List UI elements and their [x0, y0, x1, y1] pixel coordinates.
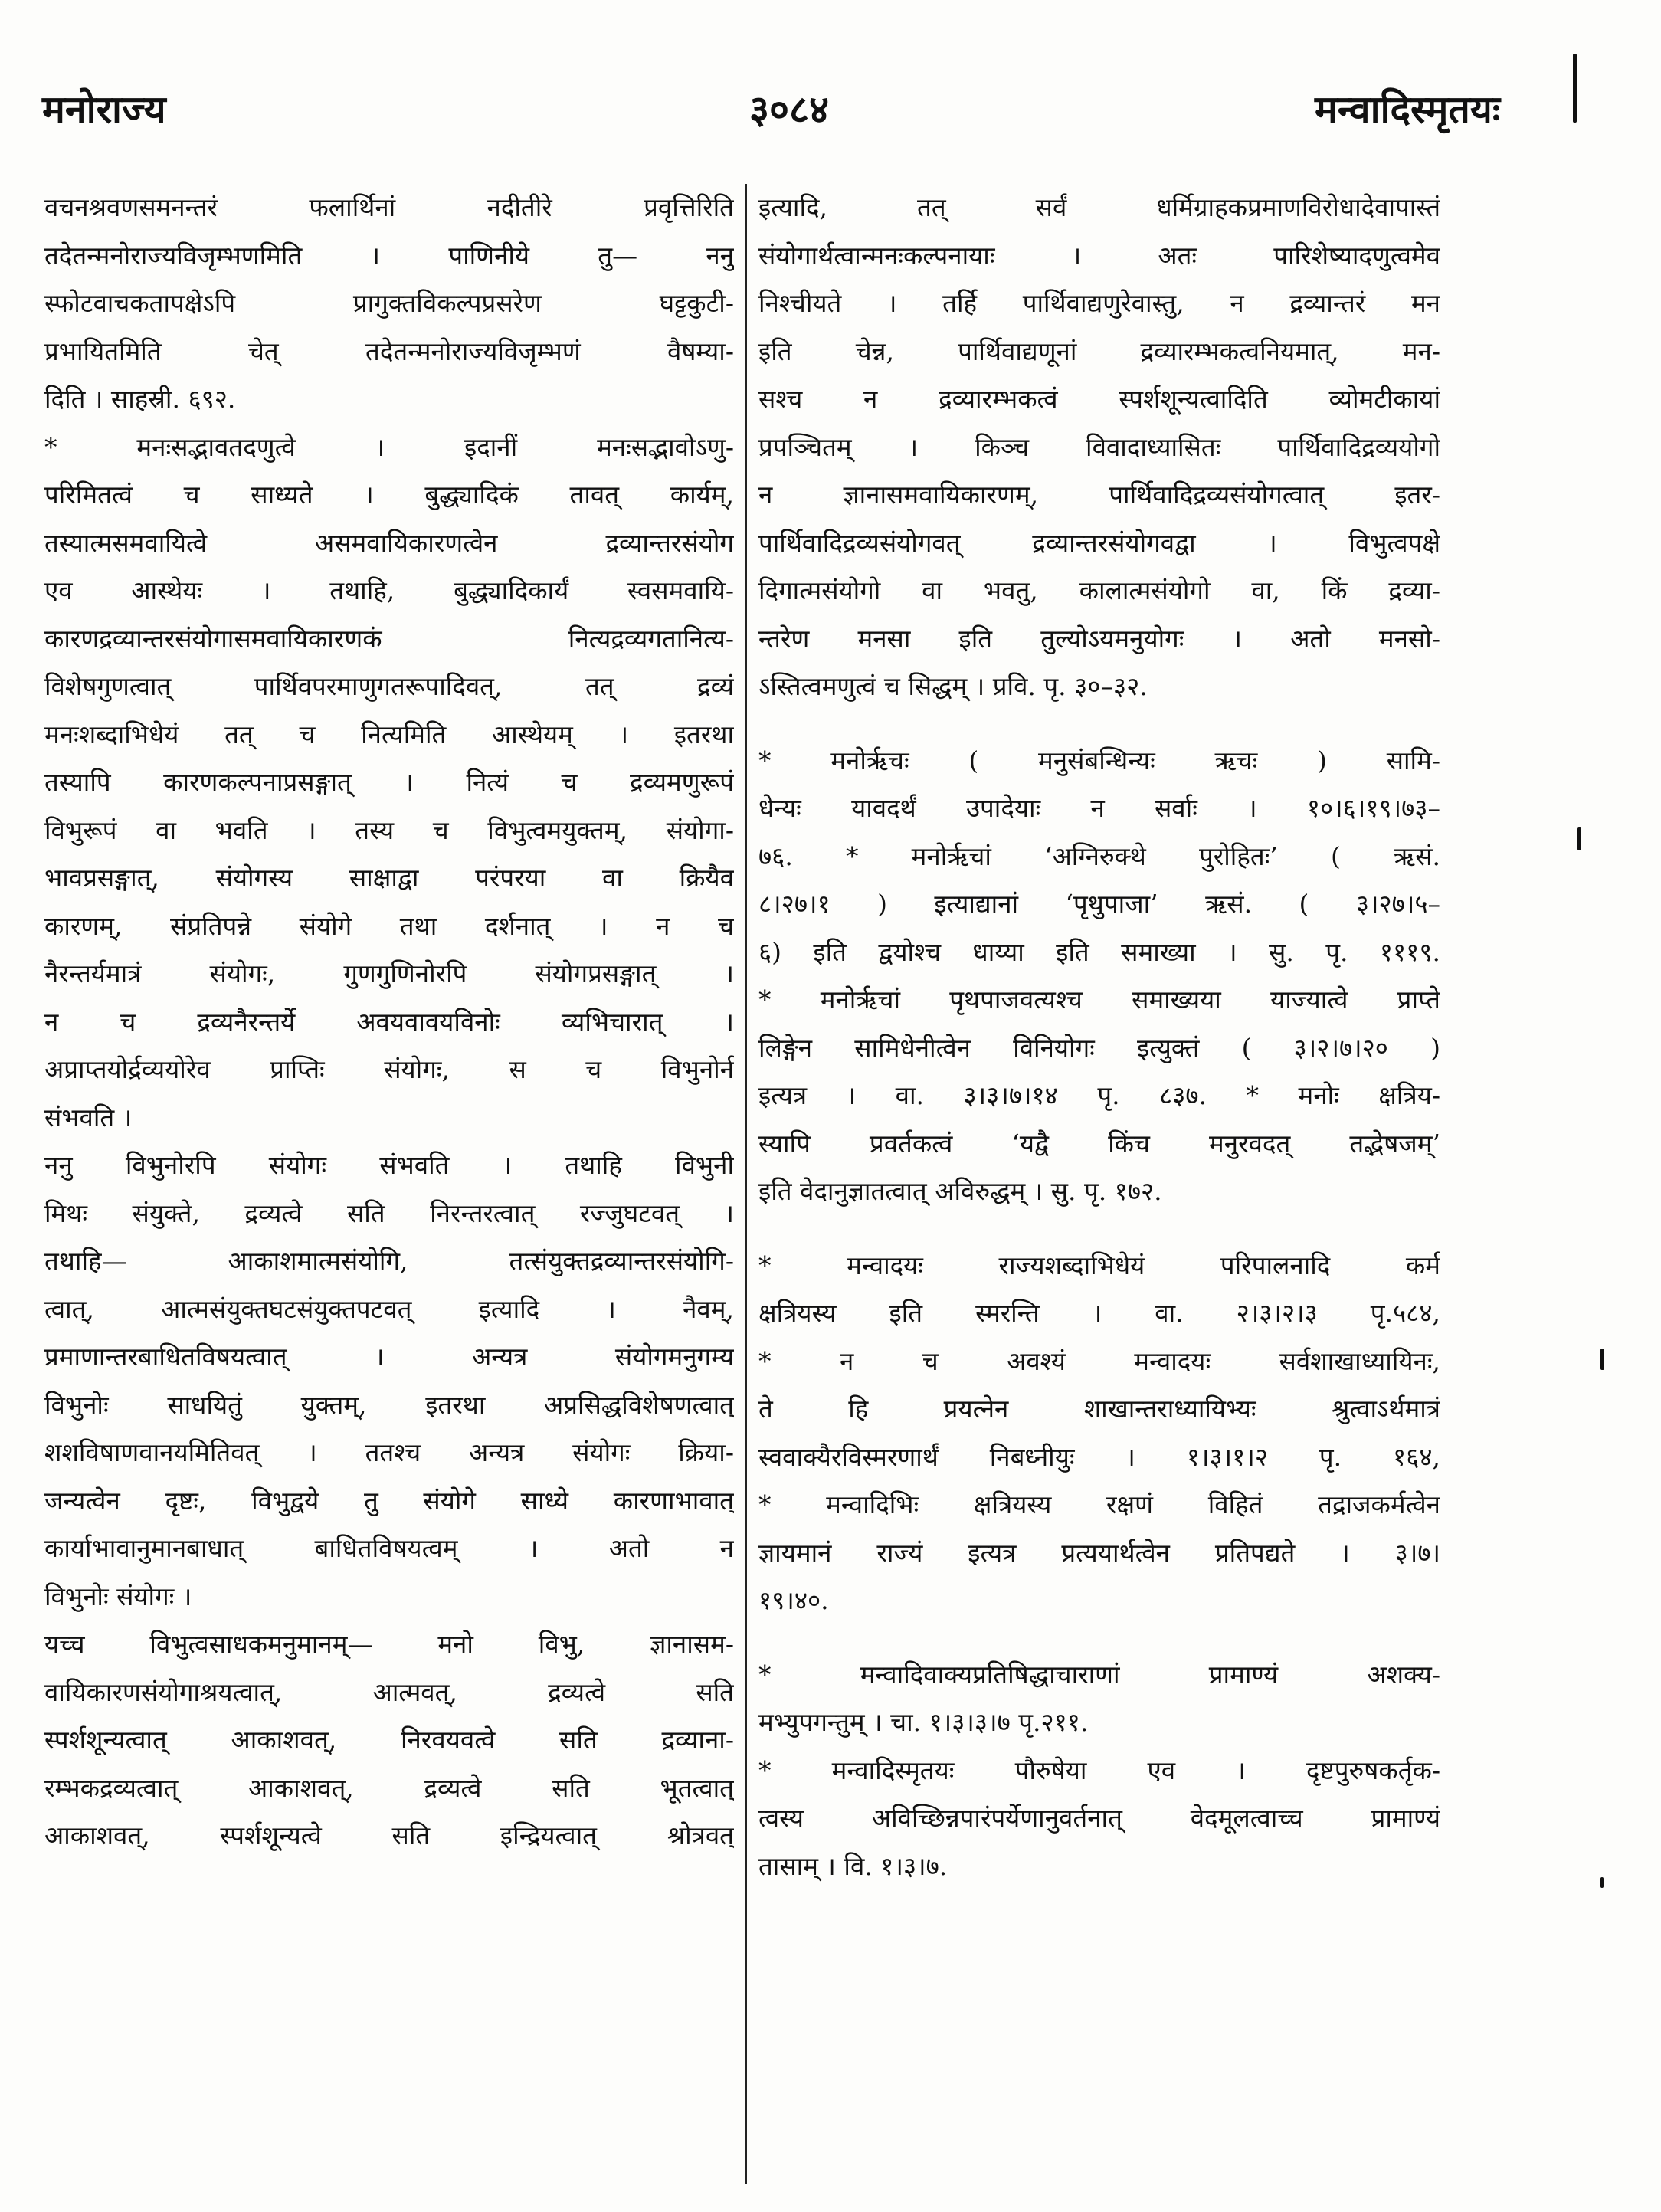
text-line: जन्यत्वेन दृष्टः, विभुद्वये तु संयोगे साध्ये कारणाभावात् [44, 1485, 734, 1516]
text-line: आकाशवत्, स्पर्शशून्यत्वे सति इन्द्रियत्वात् श्रोत्रवत् [44, 1820, 734, 1850]
text-line: विभुरूपं वा भवति । तस्य च विभुत्वमयुक्तम्, संयोगा- [44, 814, 734, 845]
text-line: अप्राप्तयोर्द्रव्ययोरेव प्राप्तिः संयोगः, स च विभुनोर्न [44, 1054, 734, 1084]
text-line: तस्यात्मसमवायित्वे असमवायिकारणत्वेन द्रव्यान्तरसंयोग [44, 527, 734, 558]
text-line: सश्च न द्रव्यारम्भकत्वं स्पर्शशून्यत्वादिति व्योमटीकायां [758, 384, 1440, 414]
text-line: ज्ञायमानं राज्यं इत्यत्र प्रत्ययार्थत्वेन प्रतिपद्यते । ३।७। [758, 1537, 1440, 1568]
text-line: दिगात्मसंयोगो वा भवतु, कालात्मसंयोगो वा, किं द्रव्या- [758, 575, 1440, 605]
text-line: ते हि प्रयत्नेन शाखान्तराध्यायिभ्यः श्रुत्वाऽर्थमात्रं [758, 1394, 1440, 1424]
text-line: निश्चीयते । तर्हि पार्थिवाद्यणुरेवास्तु, न द्रव्यान्तरं मन [758, 288, 1440, 318]
text-line: * मनोर्ऋचां पृथपाजवत्यश्च समाख्यया याज्यात्वे प्राप्ते [758, 985, 1440, 1014]
text-line: लिङ्गेन सामिधेनीत्वेन विनियोगः इत्युक्तं ( ३।२।७।२० ) [758, 1032, 1440, 1063]
text-line: त्वस्य अविच्छिन्नपारंपर्येणानुवर्तनात् वेदमूलत्वाच्च प्रामाण्यं [758, 1803, 1440, 1833]
text-line: कारणद्रव्यान्तरसंयोगासमवायिकारणकं नित्यद्रव्यगतानित्य- [44, 623, 734, 654]
text-line: ८।२७।१ ) इत्याद्यानां ‘पृथुपाजा’ ऋसं. ( ३।२७।५– [758, 889, 1440, 919]
text-line: संभवति । [44, 1102, 133, 1132]
scan-edge-mark [1600, 1877, 1604, 1888]
text-line: स्फोटवाचकतापक्षेऽपि प्रागुक्तविकल्पप्रसरेण घट्टकुटी- [44, 288, 734, 318]
text-line: इत्यादि, तत् सर्वं धर्मिग्राहकप्रमाणविरोधादेवापास्तं [758, 192, 1440, 222]
left-column [44, 184, 734, 1860]
text-line: रम्भकद्रव्यत्वात् आकाशवत्, द्रव्यत्वे सति भूतत्वात् [44, 1772, 734, 1803]
text-line: भावप्रसङ्गात्, संयोगस्य साक्षाद्वा परंपरया वा क्रियैव [44, 863, 734, 893]
text-line: इत्यत्र । वा. ३।३।७।१४ पृ. ८३७. * मनोः क्षत्रिय- [758, 1080, 1440, 1110]
text-line: स्यापि प्रवर्तकत्वं ‘यद्वै किंच मनुरवदत् तद्भेषजम्’ [758, 1128, 1440, 1158]
text-line: मभ्युपगन्तुम् । चा. १।३।३।७ पृ.२११. [758, 1707, 1089, 1737]
text-line: * न च अवश्यं मन्वादयः सर्वशाखाध्यायिनः, [758, 1345, 1440, 1376]
text-line: * मनोर्ऋचः ( मनुसंबन्धिन्यः ऋचः ) सामि- [758, 745, 1440, 775]
text-line: प्रभायितमिति चेत् तदेतन्मनोराज्यविजृम्भणं वैषम्या- [44, 336, 734, 366]
text-line: न्तरेण मनसा इति तुल्योऽयमनुयोगः । अतो मनसो- [758, 623, 1440, 654]
text-line: तदेतन्मनोराज्यविजृम्भणमिति । पाणिनीये तु— ननु [44, 240, 734, 270]
right-column [758, 184, 1440, 1890]
text-line: यच्च विभुत्वसाधकमनुमानम्— मनो विभु, ज्ञानासम- [44, 1629, 734, 1659]
text-line: * मन्वादिभिः क्षत्रियस्य रक्षणं विहितं तद्राजकर्मत्वेन [758, 1489, 1440, 1519]
text-line: मनःशब्दाभिधेयं तत् च नित्यमिति आस्थेयम् । इतरथा [44, 719, 734, 749]
column-divider [745, 184, 747, 2184]
text-line: १९।४०. [758, 1585, 829, 1615]
text-line: कारणम्, संप्रतिपन्ने संयोगे तथा दर्शनात् । न च [44, 910, 734, 941]
text-line: * मन्वादयः राज्यशब्दाभिधेयं परिपालनादि कर्म [758, 1250, 1440, 1280]
running-head-right: मन्वादिस्मृतयः [1314, 87, 1500, 132]
text-line: तस्यापि कारणकल्पनाप्रसङ्गात् । नित्यं च द्रव्यमणुरूपं [44, 767, 734, 797]
text-line: पार्थिवादिद्रव्यसंयोगवत् द्रव्यान्तरसंयोगवद्वा । विभुत्वपक्षे [758, 527, 1440, 558]
text-line: ननु विभुनोरपि संयोगः संभवति । तथाहि विभुनी [44, 1150, 734, 1180]
text-line: ६) इति द्वयोश्च धाय्या इति समाख्या । सु. पृ. १११९. [758, 936, 1440, 967]
text-line: कार्याभावानुमानबाधात् बाधितविषयत्वम् । अतो न [44, 1533, 734, 1563]
text-line: वचनश्रवणसमनन्तरं फलार्थिनां नदीतीरे प्रवृत्तिरिति [44, 192, 734, 222]
text-line: विभुनोः संयोगः । [44, 1581, 192, 1611]
text-line: स्पर्शशून्यत्वात् आकाशवत्, निरवयवत्वे सति द्रव्याना- [44, 1725, 734, 1755]
text-line: विशेषगुणत्वात् पार्थिवपरमाणुगतरूपादिवत्, तत् द्रव्यं [44, 671, 734, 701]
paragraph-gap [758, 1625, 1440, 1651]
scan-edge-mark [1577, 827, 1581, 850]
text-line: संयोगार्थत्वान्मनःकल्पनायाः । अतः पारिशेष्यादणुत्वमेव [758, 240, 1440, 270]
text-line: ७६. * मनोर्ऋचां ‘अग्निरुक्थे पुरोहितः’ ( ऋसं. [758, 841, 1440, 871]
text-line: नैरन्तर्यमात्रं संयोगः, गुणगुणिनोरपि संयोगप्रसङ्गात् । [44, 959, 734, 988]
page-number: ३०८४ [749, 87, 829, 132]
text-line: ऽस्तित्वमणुत्वं च सिद्धम् । प्रवि. पृ. ३०–३२. [758, 671, 1148, 701]
text-line: * मन्वादिवाक्यप्रतिषिद्धाचाराणां प्रामाण्यं अशक्य- [758, 1659, 1440, 1689]
text-line: * मन्वादिस्मृतयः पौरुषेया एव । दृष्टपुरुषकर्तृक- [758, 1755, 1440, 1785]
text-line: त्वात्, आत्मसंयुक्तघटसंयुक्तपटवत् इत्यादि । नैवम्, [44, 1293, 734, 1324]
text-line: विभुनोः साधयितुं युक्तम्, इतरथा अप्रसिद्धविशेषणत्वात् [44, 1389, 734, 1420]
text-line: मिथः संयुक्ते, द्रव्यत्वे सति निरन्तरत्वात् रज्जुघटवत् । [44, 1198, 734, 1228]
text-line: तासाम् । वि. १।३।७. [758, 1850, 948, 1881]
text-line: * मनःसद्भावतदणुत्वे । इदानीं मनःसद्भावोऽणु- [44, 431, 734, 462]
text-line: क्षत्रियस्य इति स्मरन्ति । वा. २।३।२।३ पृ.५८४, [758, 1298, 1440, 1328]
scan-edge-mark [1573, 54, 1577, 123]
text-line: इति चेन्न, पार्थिवाद्यणूनां द्रव्यारम्भकत्वनियमात्, मन- [758, 336, 1440, 366]
text-line: परिमितत्वं च साध्यते । बुद्ध्यादिकं तावत् कार्यम्, [44, 480, 734, 510]
text-line: प्रपञ्चितम् । किञ्च विवादाध्यासितः पार्थिवादिद्रव्ययोगो [758, 431, 1440, 462]
text-line: शशविषाणवानयमितिवत् । ततश्च अन्यत्र संयोगः क्रिया- [44, 1437, 734, 1467]
text-line: स्ववाक्यैरविस्मरणार्थं निबध्नीयुः । १।३।१।२ पृ. १६४, [758, 1441, 1440, 1472]
text-line: तथाहि— आकाशमात्मसंयोगि, तत्संयुक्तद्रव्यान्तरसंयोगि- [44, 1246, 734, 1276]
text-line: दिति । साहस्री. ६९२. [44, 384, 236, 414]
scan-edge-mark [1600, 1349, 1604, 1370]
text-line: वायिकारणसंयोगाश्रयत्वात्, आत्मवत्, द्रव्यत्वे सति [44, 1676, 734, 1707]
running-head-left: मनोराज्य [42, 87, 166, 132]
text-line: न च द्रव्यनैरन्तर्ये अवयवावयविनोः व्यभिचारात् । [44, 1006, 734, 1037]
text-line: इति वेदानुज्ञातत्वात् अविरुद्धम् । सु. पृ. १७२. [758, 1176, 1162, 1206]
paragraph-gap [758, 1216, 1440, 1242]
text-line: न ज्ञानासमवायिकारणम्, पार्थिवादिद्रव्यसंयोगत्वात् इतर- [758, 480, 1440, 510]
text-line: प्रमाणान्तरबाधितविषयत्वात् । अन्यत्र संयोगमनुगम्य [44, 1342, 734, 1371]
text-line: एव आस्थेयः । तथाहि, बुद्ध्यादिकार्यं स्वसमवायि- [44, 575, 734, 605]
paragraph-gap [758, 711, 1440, 737]
text-line: धेन्यः यावदर्थं उपादेयाः न सर्वाः । १०।६।१९।७३– [758, 793, 1440, 823]
